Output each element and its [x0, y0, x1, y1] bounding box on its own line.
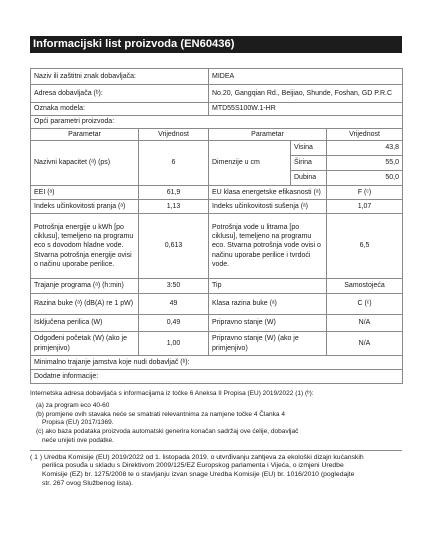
energy-consumption-label: Potrošnja energije u kWh [po ciklusu], temeljeno na programu eco s dovodom hladne vode. Stvarna potrošnja energije ovisi o načinu uporabe perilice. — [31, 214, 139, 279]
drying-index-value: 1,07 — [327, 200, 403, 214]
model-label: Oznaka modela: — [31, 103, 209, 116]
eei-value: 61,9 — [139, 186, 209, 200]
width-label: Širina — [291, 156, 327, 171]
delay-start-label: Odgođeni početak (W) (ako je primjenjivo) — [31, 332, 139, 356]
energy-class-label: EU klasa energetske efikasnosti (ᵃ) — [209, 186, 327, 200]
noise-class-label: Klasa razina buke (ᵃ) — [209, 294, 327, 315]
dimensions-label: Dimenzije u cm — [209, 141, 291, 186]
energy-class-value: F (ᶜ) — [327, 186, 403, 200]
note-b: (b) promjene ovih stavaka neće se smatrati relevantnima za namjene točke 4 Članka 4 — [36, 410, 285, 418]
warranty-label: Minimalno trajanje jamstva koje nudi dobavljač (ᵇ): — [31, 356, 403, 370]
program-duration-value: 3:50 — [139, 279, 209, 294]
general-parameters-heading: Opći parametri proizvoda: — [31, 116, 403, 129]
energy-consumption-value: 0,613 — [139, 214, 209, 279]
off-mode-value: 0,49 — [139, 315, 209, 332]
type-label: Tip — [209, 279, 327, 294]
noise-value: 49 — [139, 294, 209, 315]
standby-label: Pripravno stanje (W) — [209, 315, 327, 332]
capacity-value: 6 — [139, 141, 209, 186]
standby-optional-value: N/A — [327, 332, 403, 356]
program-duration-label: Trajanje programa (ᵃ) (h:min) — [31, 279, 139, 294]
supplier-name-label: Naziv ili zaštitni znak dobavljača: — [31, 69, 209, 85]
product-information-sheet — [30, 36, 402, 489]
footnote-line-3: Komisije (EZ) br. 1275/2008 te o stavljanju izvan snage Uredba Komisije (EU) br. 1016/2010 (pogledajte — [42, 471, 355, 479]
cleaning-index-label: Indeks učinkovitosti pranja (ᵃ) — [31, 200, 139, 214]
eei-label: EEI (ᵃ) — [31, 186, 139, 200]
column-header-value-2: Vrijednost — [327, 129, 403, 141]
notes-section — [30, 390, 402, 446]
depth-value: 50,0 — [327, 171, 403, 186]
width-value: 55,0 — [327, 156, 403, 171]
column-header-parameter-2: Parametar — [209, 129, 327, 141]
supplier-address-label: Adresa dobavljača (ᵇ): — [31, 85, 209, 103]
note-c: (c) ako baza podataka proizvoda automatski generira konačan sadržaj ove ćelije, dobavljač — [36, 428, 299, 436]
standby-value: N/A — [327, 315, 403, 332]
column-header-parameter: Parametar — [31, 129, 139, 141]
weblink-note: Internetska adresa dobavljača s informacijama iz točke 6 Aneksa II Propisa (EU) 2019/2022 (1) (ᵇ): — [30, 390, 314, 397]
column-header-value: Vrijednost — [139, 129, 209, 141]
noise-class-value: C (ᶜ) — [327, 294, 403, 315]
footnote-line-1: ( 1 ) Uredba Komisije (EU) 2019/2022 od 1. listopada 2019. o utvrđivanju zahtjeva za ekološki dizajn kućanskih — [30, 453, 364, 461]
standby-optional-label: Pripravno stanje (W) (ako je primjenjivo) — [209, 332, 327, 356]
height-label: Visina — [291, 141, 327, 156]
water-consumption-value: 6,5 — [327, 214, 403, 279]
supplier-name-value: MIDEA — [209, 69, 403, 85]
capacity-label: Nazivni kapacitet (ᵃ) (ps) — [31, 141, 139, 186]
note-b-continued: Propisa (EU) 2017/1369. — [42, 419, 114, 427]
additional-info-label: Dodatne informacije: — [31, 370, 403, 384]
cleaning-index-value: 1,13 — [139, 200, 209, 214]
off-mode-label: Isključena perilica (W) — [31, 315, 139, 332]
type-value: Samostojeća — [327, 279, 403, 294]
note-a: (a) za program eco 40-60 — [36, 401, 110, 409]
model-value: MTD55S100W.1-HR — [209, 103, 403, 116]
footnote-line-4: str. 267 ovog Službenog lista). — [42, 480, 134, 488]
water-consumption-label: Potrošnja vode u litrama [po ciklusu], temeljeno na programu eco. Stvarna potrošnja vode ovisi o načinu uporabe perilice i tvrdoći vode. — [209, 214, 327, 279]
note-c-continued: neće unijeti ove podatke. — [42, 436, 114, 444]
noise-label: Razina buke (ᵃ) (dB(A) re 1 pW) — [31, 294, 139, 315]
height-value: 43,8 — [327, 141, 403, 156]
regulation-footnote — [30, 450, 402, 489]
depth-label: Dubina — [291, 171, 327, 186]
delay-start-value: 1,00 — [139, 332, 209, 356]
parameters-table — [30, 68, 403, 384]
drying-index-label: Indeks učinkovitosti sušenja (ᵃ) — [209, 200, 327, 214]
footnote-line-2: perilica posuđa u skladu s Direktivom 2009/125/EZ Europskog parlamenta i Vijeća, o izmjeni Uredbe — [42, 462, 344, 470]
supplier-address-value: No.20, Gangqian Rd., Beijiao, Shunde, Foshan, GD P.R.C — [209, 85, 403, 103]
sheet-title: Informacijski list proizvoda (EN60436) — [30, 36, 402, 53]
